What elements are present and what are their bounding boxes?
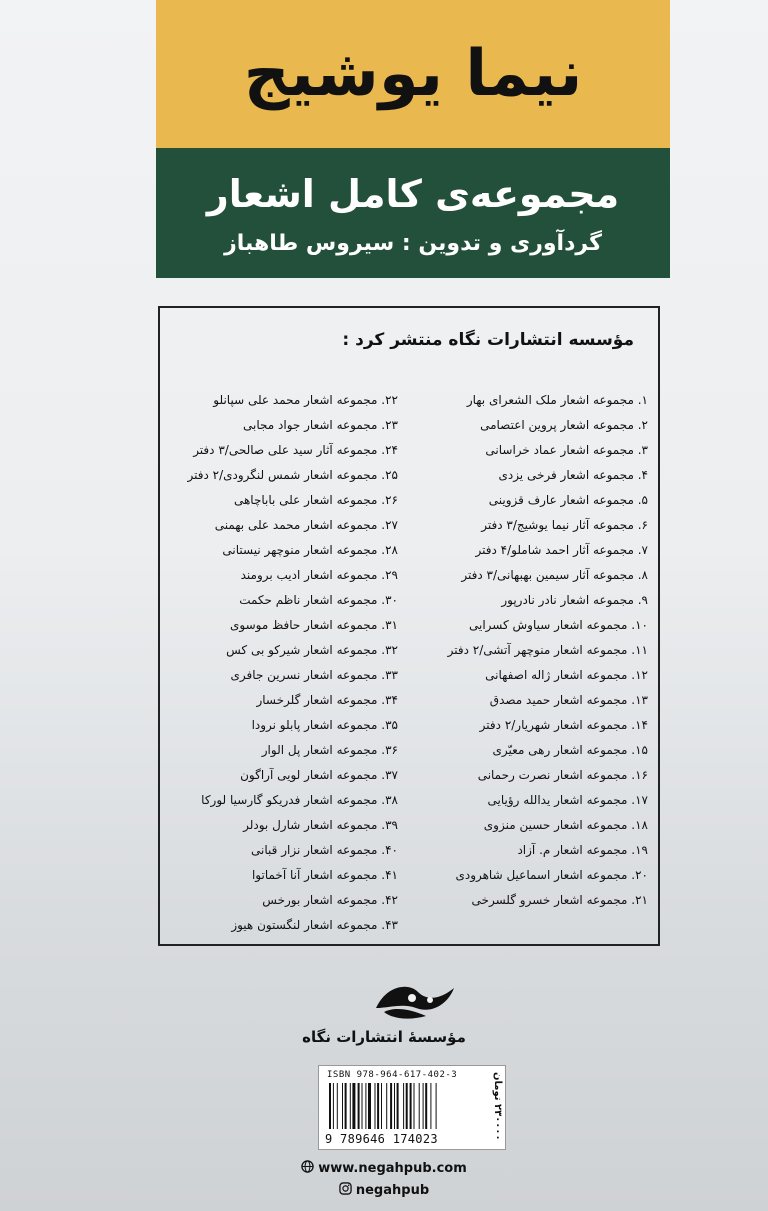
instagram-text: negahpub xyxy=(355,1183,430,1198)
catalog-left-column xyxy=(158,388,398,938)
catalog-item: ۶. مجموعه آثار نیما یوشیج/۳ دفتر xyxy=(481,518,648,532)
catalog-item: ۳۷. مجموعه اشعار لویی آراگون xyxy=(240,768,398,782)
barcode xyxy=(318,1065,506,1150)
catalog-item: ۱۰. مجموعه اشعار سیاوش کسرایی xyxy=(469,618,648,632)
catalog-item: ۲۴. مجموعه آثار سید علی صالحی/۳ دفتر xyxy=(193,443,398,457)
catalog-item: ۴۳. مجموعه اشعار لنگستون هیوز xyxy=(231,918,398,932)
catalog-item: ۴. مجموعه اشعار فرخی یزدی xyxy=(498,468,648,482)
catalog-item: ۳۸. مجموعه اشعار فدریکو گارسیا لورکا xyxy=(201,793,398,807)
website-text: www.negahpub.com xyxy=(318,1161,467,1176)
book-subtitle: مجموعه‌ی کامل اشعار xyxy=(206,172,620,216)
catalog-item: ۲۳. مجموعه اشعار جواد مجابی xyxy=(243,418,398,432)
catalog-item: ۱۵. مجموعه اشعار رهی معیّری xyxy=(492,743,648,757)
catalog-item: ۲۹. مجموعه اشعار ادیب برومند xyxy=(240,568,398,582)
catalog-item: ۱۹. مجموعه اشعار م. آزاد xyxy=(517,843,648,857)
catalog-item: ۳۵. مجموعه اشعار پابلو نرودا xyxy=(251,718,398,732)
catalog-item: ۱۶. مجموعه اشعار نصرت رحمانی xyxy=(477,768,648,782)
catalog-item: ۲۰. مجموعه اشعار اسماعیل شاهرودی xyxy=(455,868,648,882)
catalog-item: ۱۳. مجموعه اشعار حمید مصدق xyxy=(489,693,648,707)
instagram[interactable] xyxy=(0,1182,768,1199)
catalog-box xyxy=(158,306,660,946)
catalog-item: ۳۰. مجموعه اشعار ناظم حکمت xyxy=(239,593,398,607)
catalog-heading: مؤسسه انتشارات نگاه منتشر کرد : xyxy=(342,330,634,350)
catalog-item: ۳۶. مجموعه اشعار پل الوار xyxy=(261,743,398,757)
isbn-label: ISBN 978-964-617-402-3 xyxy=(327,1070,458,1080)
catalog-item: ۳۱. مجموعه اشعار حافظ موسوی xyxy=(230,618,398,632)
book-title: نیما یوشیج xyxy=(243,37,583,111)
catalog-item: ۱۷. مجموعه اشعار یدالله رؤیایی xyxy=(487,793,648,807)
catalog-item: ۱۲. مجموعه اشعار ژاله اصفهانی xyxy=(485,668,648,682)
publisher-logo-icon xyxy=(372,978,458,1022)
catalog-item: ۴۱. مجموعه اشعار آنا آخماتوا xyxy=(251,868,398,882)
catalog-item: ۸. مجموعه آثار سیمین بهبهانی/۳ دفتر xyxy=(461,568,648,582)
catalog-item: ۲۲. مجموعه اشعار محمد علی سپانلو xyxy=(213,393,398,407)
barcode-bars xyxy=(327,1083,477,1131)
catalog-item: ۹. مجموعه اشعار نادر نادرپور xyxy=(501,593,648,607)
publisher-name: مؤسسهٔ انتشارات نگاه xyxy=(302,1028,466,1046)
instagram-icon xyxy=(339,1182,352,1199)
catalog-item: ۴۲. مجموعه اشعار بورخس xyxy=(262,893,398,907)
catalog-item: ۱۸. مجموعه اشعار حسین منزوی xyxy=(483,818,648,832)
catalog-item: ۲۱. مجموعه اشعار خسرو گلسرخی xyxy=(471,893,648,907)
catalog-item: ۳۴. مجموعه اشعار گلرخسار xyxy=(256,693,398,707)
editor-credit: گردآوری و تدوین : سیروس طاهباز xyxy=(224,231,602,256)
catalog-item: ۳۹. مجموعه اشعار شارل بودلر xyxy=(243,818,398,832)
catalog-item: ۳۲. مجموعه اشعار شیرکو بی کس xyxy=(226,643,398,657)
catalog-right-column xyxy=(408,388,648,913)
title-band xyxy=(156,0,670,148)
price-label: ۲۳۰۰۰۰ تومان xyxy=(492,1072,503,1141)
subtitle-band xyxy=(156,148,670,278)
catalog-item: ۲۶. مجموعه اشعار علی باباچاهی xyxy=(233,493,398,507)
catalog-item: ۷. مجموعه آثار احمد شاملو/۴ دفتر xyxy=(475,543,648,557)
catalog-item: ۲۷. مجموعه اشعار محمد علی بهمنی xyxy=(214,518,398,532)
catalog-item: ۳۳. مجموعه اشعار نسرین جافری xyxy=(230,668,398,682)
barcode-digits: 9 789646 174023 xyxy=(325,1132,438,1146)
catalog-item: ۲۵. مجموعه اشعار شمس لنگرودی/۲ دفتر xyxy=(187,468,398,482)
globe-icon xyxy=(301,1160,314,1177)
catalog-item: ۵. مجموعه اشعار عارف قزوینی xyxy=(488,493,648,507)
catalog-item: ۴۰. مجموعه اشعار نزار قبانی xyxy=(251,843,398,857)
website[interactable] xyxy=(0,1160,768,1177)
catalog-item: ۳. مجموعه اشعار عماد خراسانی xyxy=(485,443,648,457)
catalog-item: ۱. مجموعه اشعار ملک الشعرای بهار xyxy=(466,393,648,407)
catalog-item: ۲۸. مجموعه اشعار منوچهر نیستانی xyxy=(222,543,398,557)
catalog-item: ۱۱. مجموعه اشعار منوچهر آتشی/۲ دفتر xyxy=(447,643,648,657)
catalog-item: ۱۴. مجموعه اشعار شهریار/۲ دفتر xyxy=(479,718,648,732)
catalog-item: ۲. مجموعه اشعار پروین اعتصامی xyxy=(480,418,648,432)
